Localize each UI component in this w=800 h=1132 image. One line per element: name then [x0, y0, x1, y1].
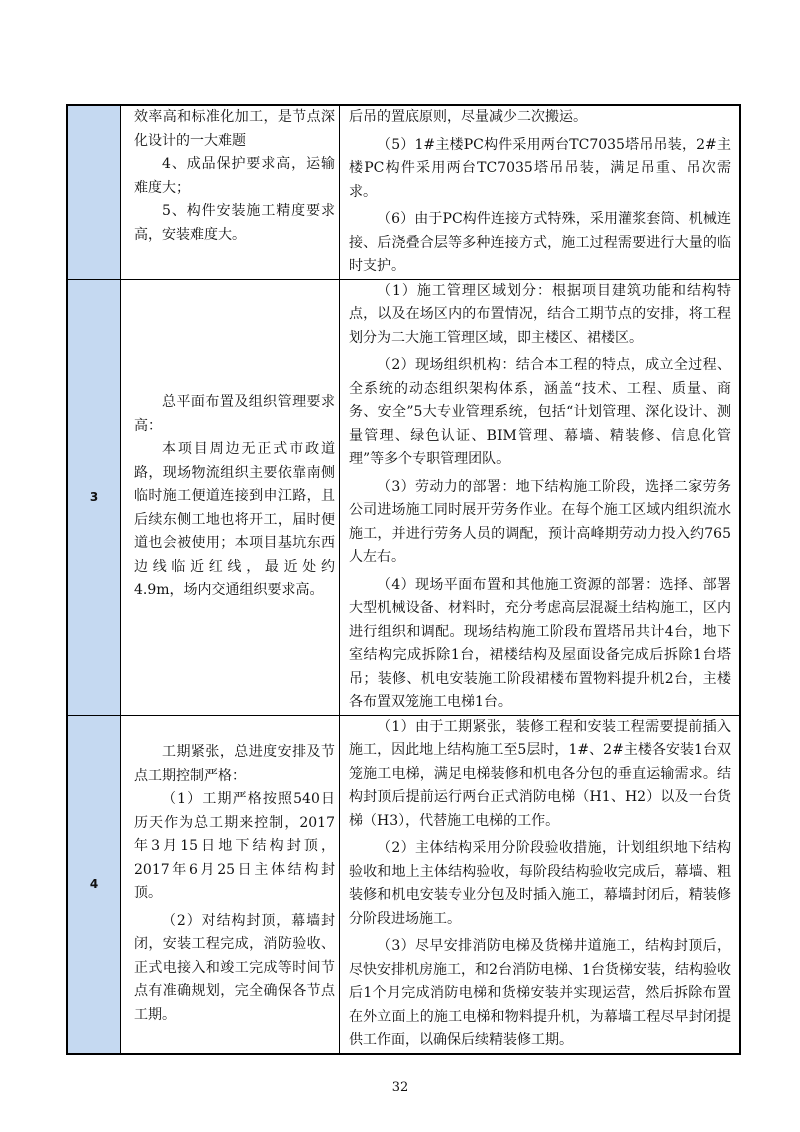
difficulty-cell	[121, 715, 340, 1054]
row-number-cell	[67, 279, 121, 715]
difficulty-text: 总平面布置及组织管理要求高：	[134, 394, 335, 434]
page-number: 32	[391, 1080, 409, 1095]
measure-text: （1）由于工期紧张，装修工程和安装工程需要提前插入施工，因此地上结构施工至5层时，1#、2#主楼各安装1台双笼施工电梯，满足电梯装修和机电各分包的垂直运输需求。结构封顶后提前运行两台正式消防电梯（H1、H2）以及一台货梯（H3），代替施工电梯的工作。	[349, 718, 731, 829]
measures-table	[66, 104, 741, 1055]
measure-text: （3）劳动力的部署：地下结构施工阶段，选择二家劳务公司进场施工同时展开劳务作业。在每个施工区域内组织流水施工，并进行劳务人员的调配，预计高峰期劳动力投入约765人左右。	[349, 478, 731, 565]
measure-text: （3）尽早安排消防电梯及货梯井道施工，结构封顶后，尽快安排机房施工，和2台消防电梯、1台货梯安装，结构验收后1个月完成消防电梯和货梯安装并实现运营，然后拆除布置在外立面上的施工电梯和物料提升机，为幕墙工程尽早封闭提供工作面，以确保后续精装修工期。	[349, 938, 731, 1048]
measure-text: （2）现场组织机构：结合本工程的特点，成立全过程、全系统的动态组织架构体系，涵盖“技术、工程、质量、商务、安全”5大专业管理系统，包括“计划管理、深化设计、测量管理、绿色认证、BIM管理、幕墙、精装修、信息化管理”等多个专职管理团队。	[349, 357, 731, 467]
row-number: 4	[89, 877, 99, 891]
difficulty-text: 效率高和标准化加工，是节点深化设计的一大难题	[134, 109, 335, 149]
difficulty-text: 5、构件安装施工精度要求高，安装难度大。	[134, 203, 335, 243]
difficulty-text: 工期紧张，总进度安排及节点工期控制严格：	[134, 744, 335, 784]
measure-cell	[340, 715, 741, 1054]
measure-cell	[340, 105, 741, 279]
measure-text: （2）主体结构采用分阶段验收措施，计划组织地下结构验收和地上主体结构验收，每阶段结构验收完成后，幕墙、粗装修和机电安装专业分包及时插入施工，幕墙封闭后，精装修分阶段进场施工。	[349, 840, 731, 927]
table-row	[67, 105, 740, 279]
row-number-cell	[67, 105, 121, 279]
table-row	[67, 279, 740, 715]
difficulty-text: （2）对结构封顶，幕墙封闭，安装工程完成，消防验收、正式电接入和竣工完成等时间节点有准确规划，完全确保各节点工期。	[134, 912, 335, 1023]
difficulty-cell	[121, 279, 340, 715]
measure-cell	[340, 279, 741, 715]
row-number: 3	[89, 490, 99, 504]
difficulty-text: 本项目周边无正式市政道路，现场物流组织主要依靠南侧临时施工便道连接到申江路，且后续东侧工地也将开工，届时便道也会被使用；本项目基坑东西边线临近红线，最近处约 4.9m，场内交通组织要求高。	[134, 441, 335, 599]
difficulty-text: 4、成品保护要求高，运输难度大；	[134, 156, 335, 196]
difficulty-text: （1）工期严格按照540日历天作为总工期来控制，2017年3月15日地下结构封顶，2017年6月25日主体结构封顶。	[134, 791, 335, 901]
difficulty-cell	[121, 105, 340, 279]
measure-text: （6）由于PC构件连接方式特殊，采用灌浆套筒、机械连接、后浇叠合层等多种连接方式，施工过程需要进行大量的临时支护。	[349, 211, 731, 274]
measure-text: （1）施工管理区域划分：根据项目建筑功能和结构特点，以及在场区内的布置情况，结合工期节点的安排，将工程划分为二大施工管理区域，即主楼区、裙楼区。	[349, 282, 731, 346]
measure-text: （4）现场平面布置和其他施工资源的部署：选择、部署大型机械设备、材料时，充分考虑高层混凝土结构施工，区内进行组织和调配。现场结构施工阶段布置塔吊共计4台，地下室结构完成拆除1台，裙楼结构及屋面设备完成后拆除1台塔吊；装修、机电安装施工阶段裙楼布置物料提升机2台，主楼各布置双笼施工电梯1台。	[349, 576, 731, 710]
measure-text: 后吊的置底原则，尽量减少二次搬运。	[349, 109, 587, 125]
measure-text: （5）1#主楼PC构件采用两台TC7035塔吊吊装，2#主楼PC构件采用两台TC7035塔吊吊装，满足吊重、吊次需求。	[349, 136, 731, 200]
row-number-cell	[67, 715, 121, 1054]
table-row	[67, 715, 740, 1054]
